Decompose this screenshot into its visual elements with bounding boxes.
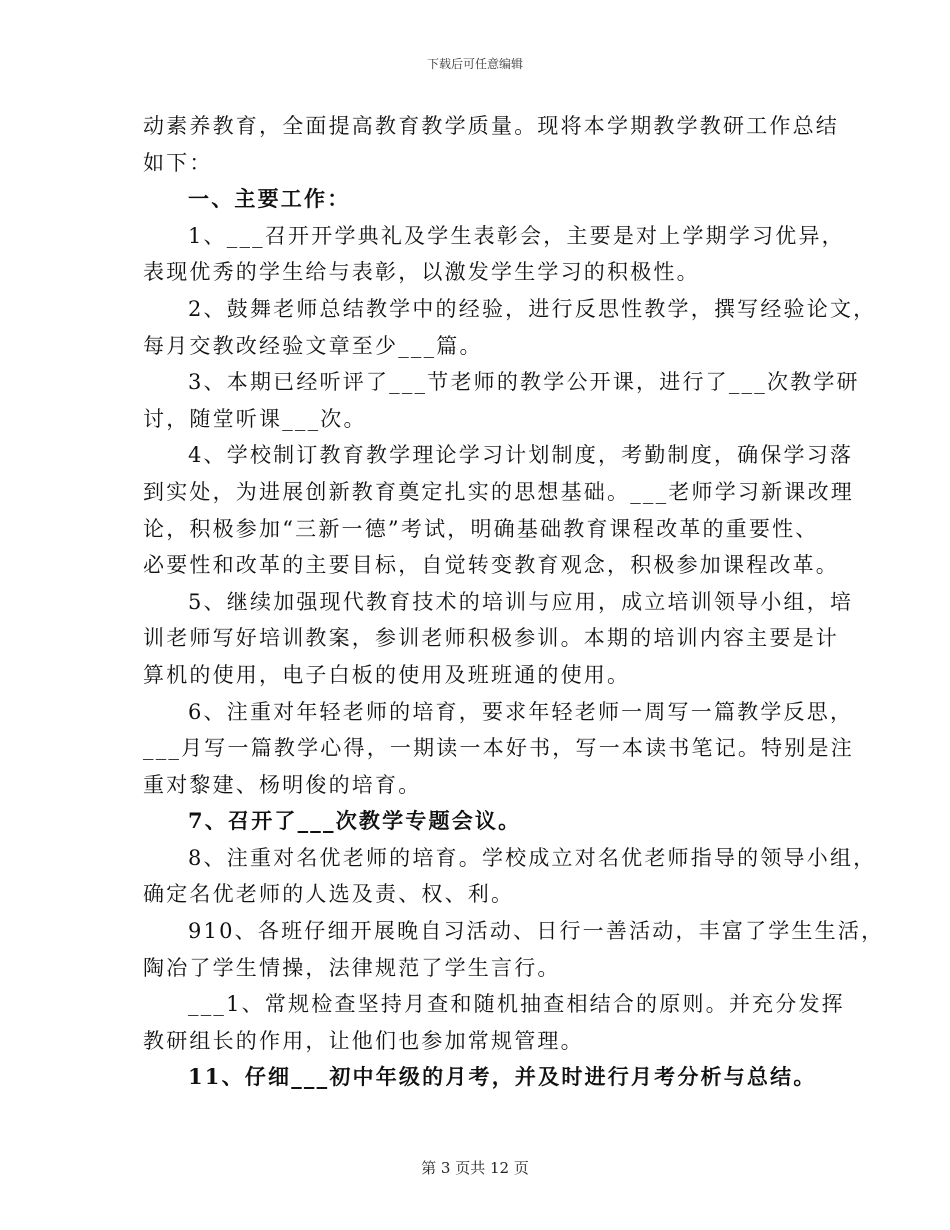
- page-footer: 第 3 页共 12 页: [421, 1159, 529, 1177]
- paragraph-line: 6、注重对年轻老师的培育，要求年轻老师一周写一篇教学反思，: [188, 699, 854, 724]
- paragraph-line: 训老师写好培训教案，参训老师积极参训。本期的培训内容主要是计: [143, 626, 839, 651]
- paragraph-line: 陶冶了学生情操，法律规范了学生言行。: [143, 955, 561, 980]
- section-heading-line: 7、召开了___次教学专题会议。: [188, 808, 522, 834]
- paragraph-line: 必要性和改革的主要目标，自觉转变教育观念，积极参加课程改革。: [143, 553, 839, 578]
- paragraph-line: 1、___召开开学典礼及学生表彰会，主要是对上学期学习优异，: [188, 223, 845, 248]
- paragraph-line: ___月写一篇教学心得，一期读一本好书，写一本读书笔记。特别是注: [143, 736, 854, 761]
- paragraph-line: 910、各班仔细开展晚自习活动、日行一善活动，丰富了学生生活，: [188, 919, 885, 944]
- paragraph-line: 3、本期已经听评了___节老师的教学公开课，进行了___次教学研: [188, 370, 860, 395]
- paragraph-line: 2、鼓舞老师总结教学中的经验，进行反思性教学，撰写经验论文，: [188, 296, 877, 321]
- paragraph-line: 每月交教改经验文章至少___篇。: [143, 333, 483, 358]
- section-heading-line: 一、主要工作：: [188, 186, 351, 212]
- page-header: 下载后可任意编辑: [426, 57, 523, 71]
- paragraph-line: 教研组长的作用，让他们也参加常规管理。: [143, 1028, 584, 1053]
- paragraph-line: 重对黎建、杨明俊的培育。: [143, 772, 422, 797]
- paragraph-line: ___1、常规检查坚持月查和随机抽查相结合的原则。并充分发挥: [188, 992, 845, 1017]
- paragraph-line: 表现优秀的学生给与表彰，以激发学生学习的积极性。: [143, 260, 700, 285]
- paragraph-line: 到实处，为进展创新教育奠定扎实的思想基础。___老师学习新课改理: [143, 479, 854, 504]
- section-heading-line: 11、仔细___初中年级的月考，并及时进行月考分析与总结。: [188, 1064, 817, 1090]
- paragraph-line: 动素养教育，全面提高教育教学质量。现将本学期教学教研工作总结: [143, 114, 839, 138]
- paragraph-line: 确定名优老师的人选及责、权、利。: [143, 882, 515, 907]
- paragraph-line: 如下：: [143, 150, 213, 175]
- paragraph-line: 8、注重对名优老师的培育。学校成立对名优老师指导的领导小组，: [188, 845, 877, 870]
- paragraph-line: 5、继续加强现代教育技术的培训与应用，成立培训领导小组，培: [188, 589, 854, 614]
- paragraph-line: 论，积极参加“三新一德”考试，明确基础教育课程改革的重要性、: [143, 516, 819, 541]
- paragraph-line: 讨，随堂听课___次。: [143, 406, 367, 431]
- paragraph-line: 算机的使用，电子白板的使用及班班通的使用。: [143, 662, 631, 687]
- document-body: [143, 108, 885, 1096]
- paragraph-line: 4、学校制订教育教学理论学习计划制度，考勤制度，确保学习落: [188, 443, 854, 468]
